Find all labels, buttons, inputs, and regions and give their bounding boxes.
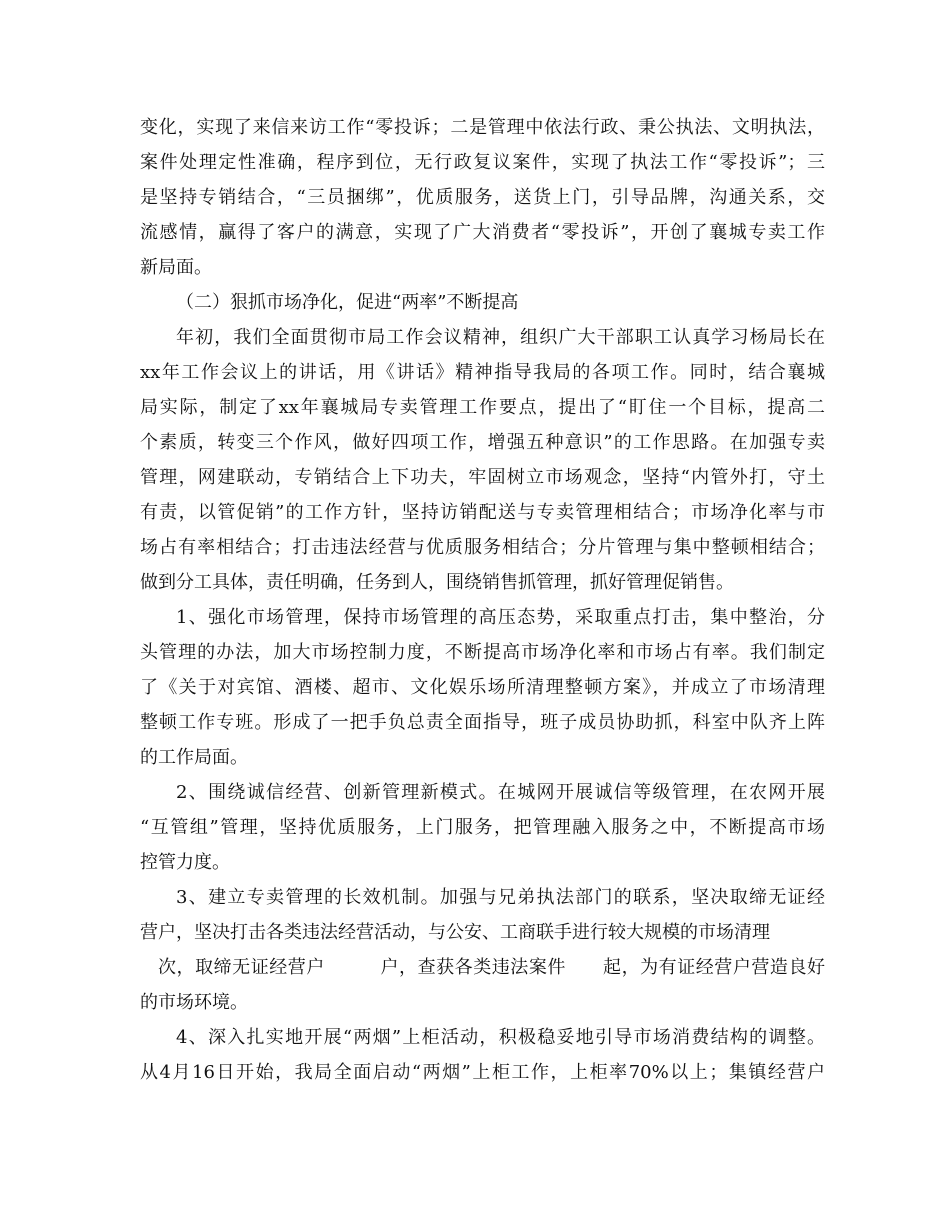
text-line: 个素质，转变三个作风，做好四项工作，增强五种意识”的工作思路。在加强专卖 [140,432,825,453]
text-line: xx年工作会议上的讲话，用《讲话》精神指导我局的各项工作。同时，结合襄城 [140,362,825,383]
text-line: 的市场环境。 [140,992,248,1013]
text-line: 3、建立专卖管理的长效机制。加强与兄弟执法部门的联系，坚决取缔无证经 [176,887,825,908]
document-page [140,110,825,1090]
text-line: 管理，网建联动，专销结合上下功夫，牢固树立市场观念，坚持“内管外打，守土 [140,467,825,488]
text-line: 是坚持专销结合，“三员捆绑”，优质服务，送货上门，引导品牌，沟通关系，交 [140,187,825,208]
text-line: 年初，我们全面贯彻市局工作会议精神，组织广大干部职工认真学习杨局长在 [176,327,825,348]
text-line: 1、强化市场管理，保持市场管理的高压态势，采取重点打击，集中整治，分 [176,607,825,628]
text-line: 有责，以管促销”的工作方针，坚持访销配送与专卖管理相结合；市场净化率与市 [140,502,825,523]
text-line: 案件处理定性准确，程序到位，无行政复议案件，实现了执法工作“零投诉”；三 [140,152,825,173]
text-line: 从4月16日开始，我局全面启动“两烟”上柜工作，上柜率70%以上；集镇经营户 [140,1062,825,1083]
text-line: （二）狠抓市场净化，促进“两率”不断提高 [176,292,519,313]
text-line: 做到分工具体，责任明确，任务到人，围绕销售抓管理，抓好管理促销售。 [140,572,734,593]
text-line: 控管力度。 [140,852,230,873]
text-line: 场占有率相结合；打击违法经营与优质服务相结合；分片管理与集中整顿相结合； [140,537,825,558]
text-line: 4、深入扎实地开展“两烟”上柜活动，积极稳妥地引导市场消费结构的调整。 [176,1027,825,1048]
text-line: 变化，实现了来信来访工作“零投诉；二是管理中依法行政、秉公执法、文明执法， [140,117,825,138]
text-line: 2、围绕诚信经营、创新管理新模式。在城网开展诚信等级管理，在农网开展 [176,782,825,803]
text-line: 新局面。 [140,257,212,278]
text-line: 头管理的办法，加大市场控制力度，不断提高市场净化率和市场占有率。我们制定 [140,642,825,663]
text-line: 营户，坚决打击各类违法经营活动，与公安、工商联手进行较大规模的市场清理 [140,922,770,943]
text-line: 的工作局面。 [140,747,248,768]
text-line: 了《关于对宾馆、酒楼、超市、文化娱乐场所清理整顿方案》，并成立了市场清理 [140,677,825,698]
text-line: 整顿工作专班。形成了一把手负总责全面指导，班子成员协助抓，科室中队齐上阵 [140,712,825,733]
text-line: 次，取缔无证经营户 户，查获各类违法案件 起，为有证经营户营造良好 [158,957,825,978]
text-line: 流感情，赢得了客户的满意，实现了广大消费者“零投诉”，开创了襄城专卖工作 [140,222,825,243]
text-line: “互管组”管理，坚持优质服务，上门服务，把管理融入服务之中，不断提高市场 [140,817,825,838]
text-line: 局实际，制定了xx年襄城局专卖管理工作要点，提出了“盯住一个目标，提高二 [140,397,825,418]
